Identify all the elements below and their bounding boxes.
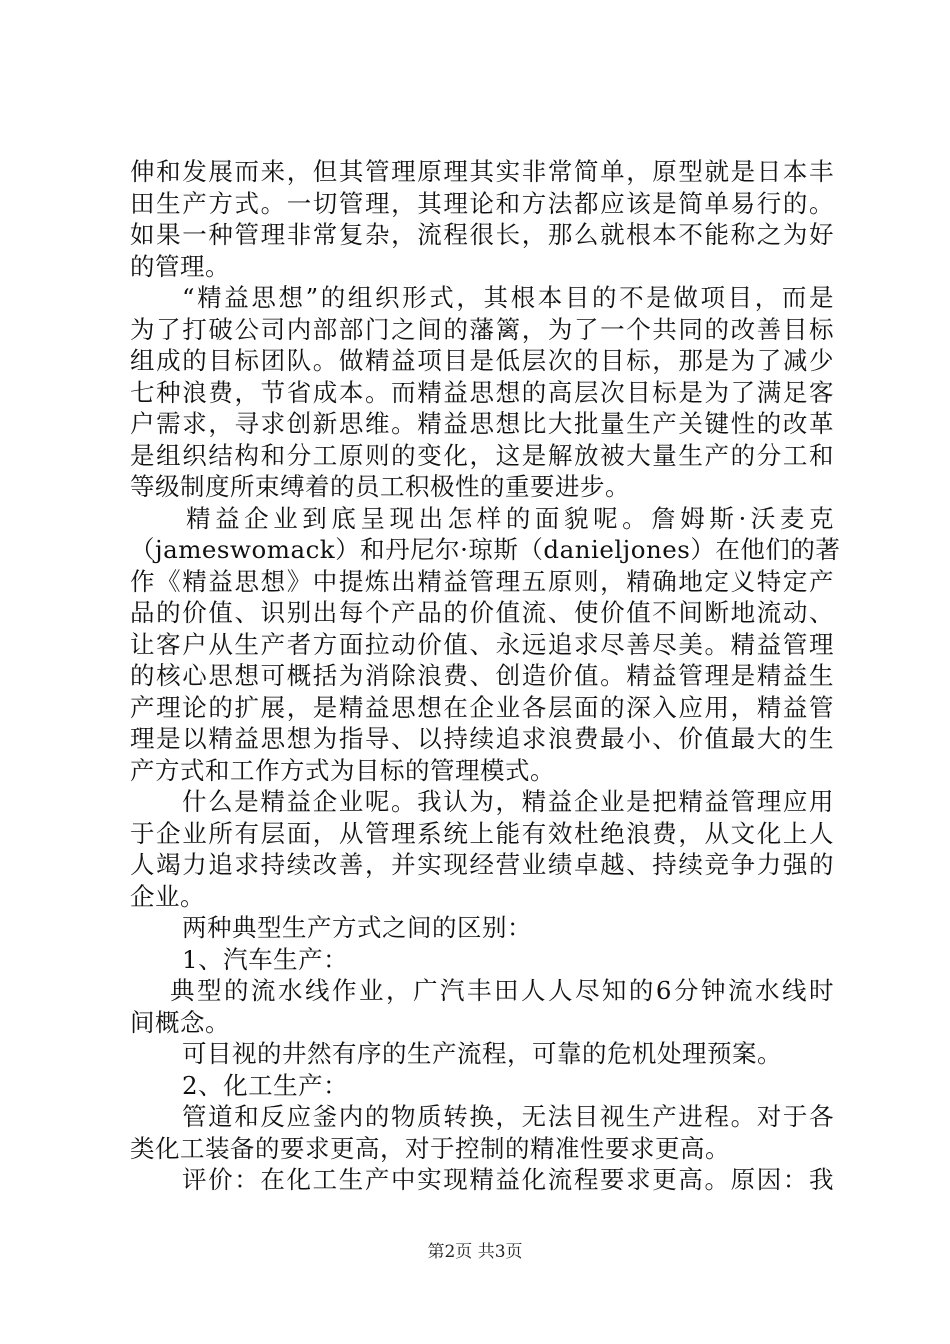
text-line: 为了打破公司内部部门之间的藩篱，为了一个共同的改善目标	[130, 314, 834, 344]
text-line: 七种浪费，节省成本。而精益思想的高层次目标是为了满足客	[130, 377, 834, 407]
text-line: 组成的目标团队。做精益项目是低层次的目标，那是为了减少	[130, 346, 834, 375]
text-line: 田生产方式。一切管理，其理论和方法都应该是简单易行的。	[130, 188, 834, 218]
text-line: 产理论的扩展，是精益思想在企业各层面的深入应用，精益管	[130, 692, 834, 722]
text-line: 作《精益思想》中提炼出精益管理五原则，精确地定义特定产	[130, 566, 834, 596]
text-line: 2、化工生产：	[182, 1070, 349, 1100]
text-line: 如果一种管理非常复杂，流程很长，那么就根本不能称之为好	[130, 220, 834, 249]
page-number-footer: 第2页 共3页	[427, 1242, 523, 1262]
text-line: 典型的流水线作业，广汽丰田人人尽知的6分钟流水线时	[170, 976, 834, 1005]
text-line: 人竭力追求持续改善，并实现经营业绩卓越、持续竞争力强的	[130, 850, 834, 879]
text-line: 什么是精益企业呢。我认为，精益企业是把精益管理应用	[182, 787, 834, 816]
text-line: 可目视的井然有序的生产流程，可靠的危机处理预案。	[182, 1039, 782, 1068]
text-line: 评价：在化工生产中实现精益化流程要求更高。原因：我	[182, 1165, 834, 1194]
text-line: 让客户从生产者方面拉动价值、永远追求尽善尽美。精益管理	[130, 629, 834, 659]
text-line: 品的价值、识别出每个产品的价值流、使价值不间断地流动、	[130, 598, 834, 627]
text-line: 1、汽车生产：	[182, 944, 349, 974]
text-line: 管道和反应釜内的物质转换，无法目视生产进程。对于各	[182, 1102, 834, 1131]
text-line: 伸和发展而来，但其管理原理其实非常简单，原型就是日本丰	[130, 157, 834, 186]
text-line: 户需求，寻求创新思维。精益思想比大批量生产关键性的改革	[130, 409, 834, 438]
text-line: 的核心思想可概括为消除浪费、创造价值。精益管理是精益生	[130, 661, 834, 690]
text-line: 精益企业到底呈现出怎样的面貌呢。詹姆斯·沃麦克	[186, 503, 834, 533]
text-line: “精益思想”的组织形式，其根本目的不是做项目，而是	[182, 283, 834, 312]
text-line: 于企业所有层面，从管理系统上能有效杜绝浪费，从文化上人	[130, 818, 834, 848]
text-line: （jameswomack）和丹尼尔·琼斯（danieljones）在他们的著	[130, 535, 841, 564]
text-line: 间概念。	[130, 1007, 230, 1037]
text-line: 等级制度所束缚着的员工积极性的重要进步。	[130, 472, 630, 501]
text-line: 的管理。	[130, 251, 230, 281]
text-line: 产方式和工作方式为目标的管理模式。	[130, 755, 555, 785]
text-line: 理是以精益思想为指导、以持续追求浪费最小、价值最大的生	[130, 724, 834, 753]
text-line: 类化工装备的要求更高，对于控制的精准性要求更高。	[130, 1133, 730, 1163]
text-line: 两种典型生产方式之间的区别：	[182, 913, 532, 942]
text-line: 企业。	[130, 881, 205, 911]
document-body	[130, 156, 841, 1196]
text-line: 是组织结构和分工原则的变化，这是解放被大量生产的分工和	[130, 440, 834, 470]
